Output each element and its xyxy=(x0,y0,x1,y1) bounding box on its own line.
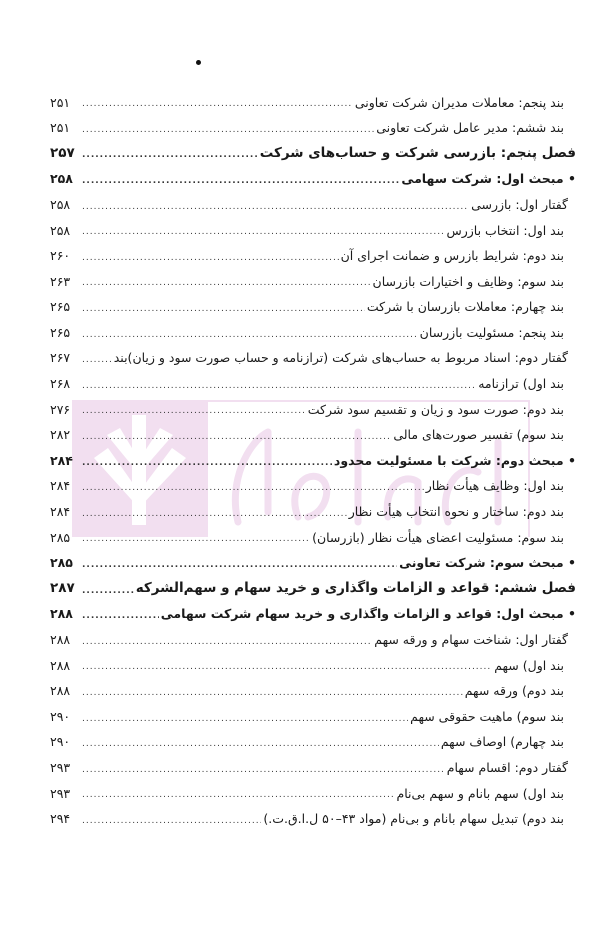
toc-entry-page-number: ۲۶۷ xyxy=(50,350,71,366)
toc-entry[interactable] xyxy=(50,448,576,474)
toc-entry-page-number: ۲۷۶ xyxy=(50,401,71,417)
toc-entry[interactable] xyxy=(50,730,576,756)
toc-entry[interactable] xyxy=(50,704,576,730)
toc-entry-title: بند سوم: مسئولیت اعضای هیأت نظار (بازرسان) xyxy=(312,529,564,545)
toc-entry-page-number: ۲۹۳ xyxy=(50,759,71,775)
toc-entry-page-number: ۲۵۸ xyxy=(50,171,73,187)
dot-leader xyxy=(82,787,394,800)
toc-entry-page-number: ۲۶۰ xyxy=(50,248,71,264)
toc-entry-page-number: ۲۵۸ xyxy=(50,196,71,212)
page-mark-dot xyxy=(196,60,201,65)
toc-entry[interactable] xyxy=(50,679,576,705)
toc-entry[interactable] xyxy=(50,244,576,270)
toc-entry-title: بند دوم: ساختار و نحوه انتخاب هیأت نظار xyxy=(348,504,564,520)
toc-entry-title: بند اول) سهم xyxy=(494,657,564,673)
toc-entry-page-number: ۲۶۸ xyxy=(50,376,71,392)
dot-leader xyxy=(82,352,112,365)
toc-entry[interactable] xyxy=(50,525,576,551)
toc-entry[interactable] xyxy=(50,474,576,500)
toc-entry[interactable] xyxy=(50,372,576,398)
toc-entry-page-number: ۲۹۰ xyxy=(50,734,71,750)
toc-entry-page-number: ۲۸۸ xyxy=(50,606,73,622)
toc-entry-page-number: ۲۸۲ xyxy=(50,427,71,443)
toc-entry[interactable] xyxy=(50,807,576,833)
dot-leader xyxy=(82,147,258,160)
toc-entry-title: • مبحث سوم: شرکت تعاونی xyxy=(397,557,576,570)
toc-entry-page-number: ۲۸۷ xyxy=(50,580,75,597)
toc-entry-page-number: ۲۹۳ xyxy=(50,785,71,801)
toc-entry-page-number: ۲۸۴ xyxy=(50,452,73,468)
toc-entry[interactable] xyxy=(50,781,576,807)
toc-entry-page-number: ۲۹۴ xyxy=(50,811,71,827)
toc-entry-page-number: ۲۸۴ xyxy=(50,478,71,494)
table-of-contents xyxy=(50,90,576,832)
toc-entry-title: بند سوم) تفسیر صورت‌های مالی xyxy=(393,427,564,443)
toc-entry[interactable] xyxy=(50,90,576,116)
toc-entry-title: گفتار دوم: اقسام سهام xyxy=(446,759,568,775)
toc-entry-page-number: ۲۵۱ xyxy=(50,94,71,110)
dot-leader xyxy=(82,583,134,596)
dot-leader xyxy=(82,480,424,493)
toc-entry[interactable] xyxy=(50,192,576,218)
toc-entry-page-number: ۲۸۵ xyxy=(50,529,71,545)
toc-entry-page-number: ۲۵۱ xyxy=(50,120,71,136)
dot-leader xyxy=(82,403,306,416)
toc-entry[interactable] xyxy=(50,397,576,423)
dot-leader xyxy=(82,301,365,314)
dot-leader xyxy=(82,531,310,544)
toc-entry[interactable] xyxy=(50,551,576,577)
toc-entry-title: فصل ششم: قواعد و الزامات واگذاری و خرید سهام و سهم‌الشرکه xyxy=(135,580,576,597)
toc-entry-title: بند چهارم) اوصاف سهم xyxy=(440,734,564,750)
toc-entry-title: بند دوم) تبدیل سهام بانام و بی‌نام (مواد ۴۳–۵۰ ل.ا.ق.ت.) xyxy=(263,811,564,827)
toc-entry-page-number: ۲۹۰ xyxy=(50,708,71,724)
toc-entry-page-number: ۲۶۵ xyxy=(50,324,71,340)
toc-entry-title: • مبحث اول: شرکت سهامی xyxy=(399,173,576,186)
dot-leader xyxy=(82,685,463,698)
toc-entry-page-number: ۲۵۸ xyxy=(50,222,71,238)
toc-entry-page-number: ۲۶۵ xyxy=(50,299,71,315)
toc-entry-title: بند دوم: صورت سود و زیان و تقسیم سود شرکت xyxy=(307,401,564,417)
toc-entry-page-number: ۲۸۸ xyxy=(50,632,71,648)
toc-entry-page-number: ۲۵۷ xyxy=(50,145,75,162)
toc-entry-title: بند دوم) ورقه سهم xyxy=(464,683,564,699)
toc-entry-title: بند ششم: مدیر عامل شرکت تعاونی xyxy=(376,120,564,136)
dot-leader xyxy=(82,199,469,212)
toc-entry-title: فصل پنجم: بازرسی شرکت و حساب‌های شرکت xyxy=(259,145,576,162)
toc-entry[interactable] xyxy=(50,423,576,449)
toc-entry[interactable] xyxy=(50,320,576,346)
toc-entry-title: گفتار اول: شناخت سهام و ورقه سهم xyxy=(374,632,568,648)
toc-entry[interactable] xyxy=(50,141,576,167)
toc-entry-title: بند سوم: وظایف و اختیارات بازرسان xyxy=(372,273,564,289)
dot-leader xyxy=(82,327,418,340)
toc-entry-title: بند اول) سهم بانام و سهم بی‌نام xyxy=(396,785,564,801)
toc-entry[interactable] xyxy=(50,269,576,295)
dot-leader xyxy=(82,455,332,468)
toc-entry[interactable] xyxy=(50,295,576,321)
toc-entry[interactable] xyxy=(50,755,576,781)
dot-leader xyxy=(82,557,397,570)
dot-leader xyxy=(82,224,444,237)
toc-entry-page-number: ۲۸۵ xyxy=(50,555,73,571)
toc-entry-title: بند دوم: شرایط بازرس و ضمانت اجرای آن xyxy=(340,248,564,264)
toc-entry-title: بند اول: انتخاب بازرس xyxy=(446,222,564,238)
toc-entry[interactable] xyxy=(50,602,576,628)
toc-entry-page-number: ۲۸۸ xyxy=(50,683,71,699)
toc-entry-title: بند اول) ترازنامه xyxy=(478,376,564,392)
dot-leader xyxy=(82,608,159,621)
toc-entry[interactable] xyxy=(50,576,576,602)
toc-entry[interactable] xyxy=(50,627,576,653)
dot-leader xyxy=(82,173,399,186)
toc-entry-page-number: ۲۸۸ xyxy=(50,657,71,673)
toc-entry-title: گفتار اول: بازرسی xyxy=(471,196,568,212)
dot-leader xyxy=(82,659,492,672)
dot-leader xyxy=(82,429,391,442)
dot-leader xyxy=(82,250,339,263)
dot-leader xyxy=(82,506,347,519)
toc-entry[interactable] xyxy=(50,116,576,142)
dot-leader xyxy=(82,736,439,749)
dot-leader xyxy=(82,813,261,826)
toc-entry-title: بند پنجم: معاملات مدیران شرکت تعاونی xyxy=(354,94,564,110)
toc-entry[interactable] xyxy=(50,500,576,526)
dot-leader xyxy=(82,378,476,391)
dot-leader xyxy=(82,96,353,109)
toc-entry-title: گفتار دوم: اسناد مربوط به حساب‌های شرکت (ترازنامه و حساب صورت سود و زیان)بند xyxy=(113,350,568,366)
dot-leader xyxy=(82,711,408,724)
toc-entry-title: بند پنجم: مسئولیت بازرسان xyxy=(419,324,564,340)
toc-entry-page-number: ۲۸۴ xyxy=(50,504,71,520)
dot-leader xyxy=(82,122,374,135)
toc-entry-title: • مبحث اول: قواعد و الزامات واگذاری و خرید سهام شرکت سهامی xyxy=(159,608,576,621)
toc-entry-title: بند سوم) ماهیت حقوقی سهم xyxy=(410,708,564,724)
toc-entry-title: بند چهارم: معاملات بازرسان با شرکت xyxy=(366,299,564,315)
toc-entry-title: • مبحث دوم: شرکت با مسئولیت محدود xyxy=(332,455,576,468)
dot-leader xyxy=(82,275,371,288)
toc-entry-page-number: ۲۶۳ xyxy=(50,273,71,289)
toc-entry[interactable] xyxy=(50,346,576,372)
dot-leader xyxy=(82,762,445,775)
toc-entry[interactable] xyxy=(50,218,576,244)
toc-entry-title: بند اول: وظایف هیأت نظار xyxy=(425,478,564,494)
dot-leader xyxy=(82,634,372,647)
toc-entry[interactable] xyxy=(50,653,576,679)
toc-entry[interactable] xyxy=(50,167,576,193)
